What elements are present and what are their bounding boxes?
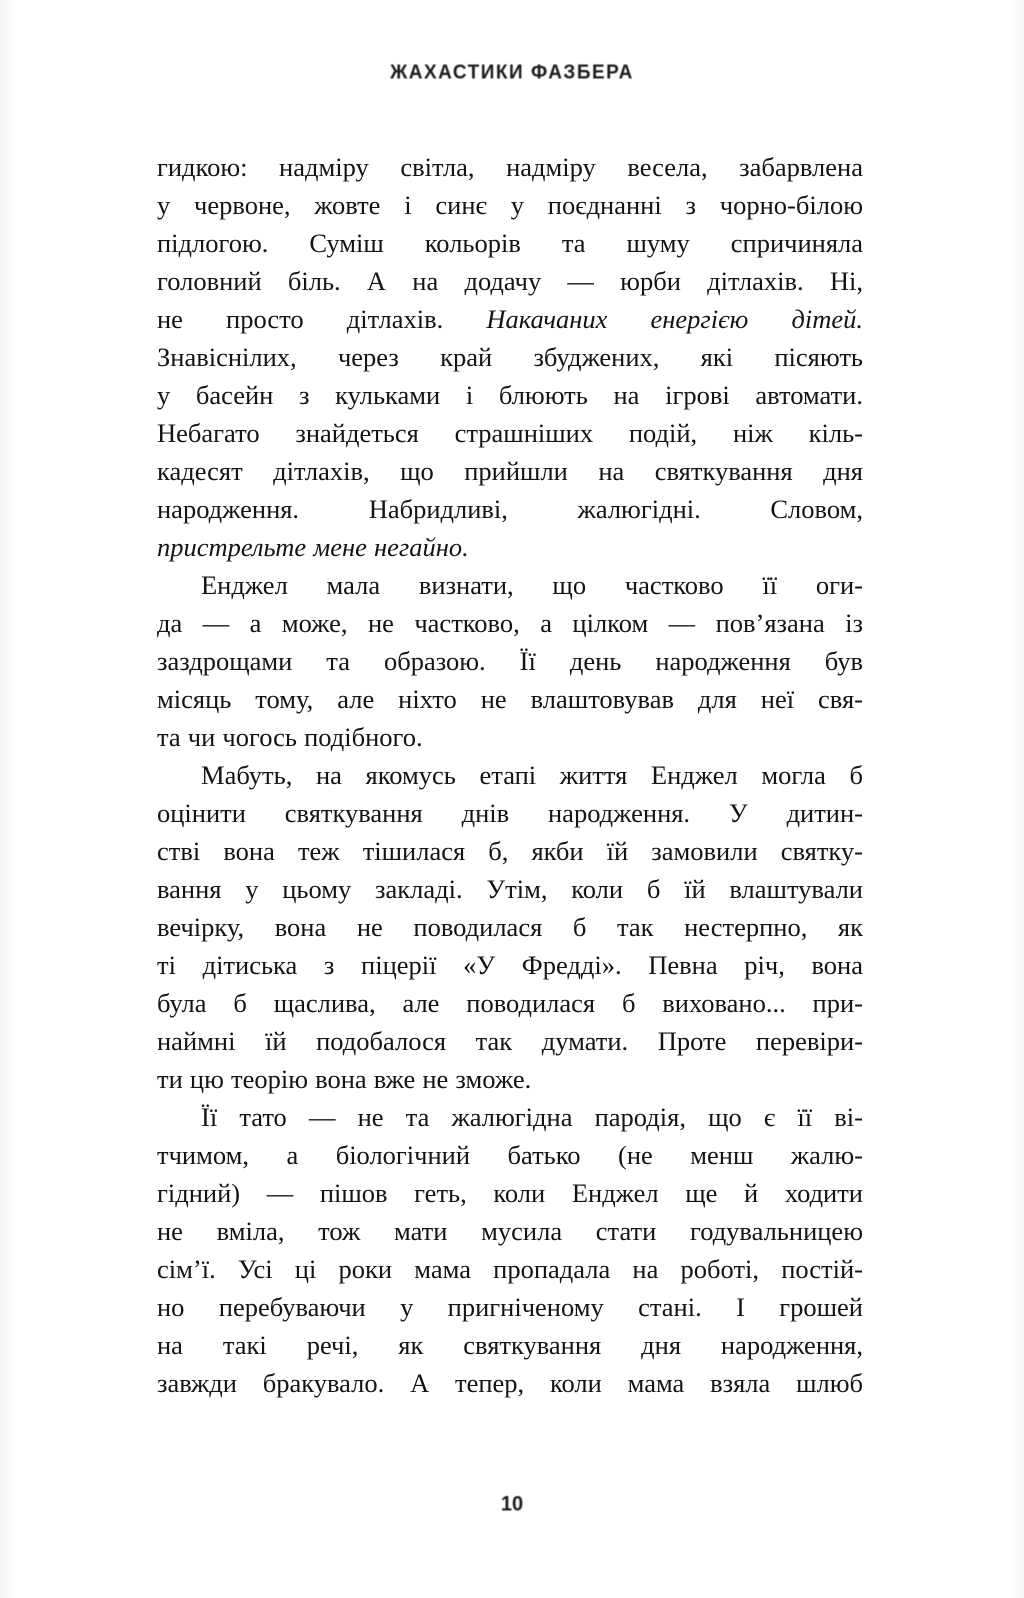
text-line <box>157 262 863 300</box>
text-line <box>157 376 863 414</box>
text-line <box>157 908 863 946</box>
text-line <box>157 1212 863 1250</box>
text-line <box>157 1174 863 1212</box>
text-segment: но перебуваючи у пригніченому стані. І грошей <box>157 1292 863 1322</box>
text-segment: гідний) — пішов геть, коли Енджел ще й ходити <box>157 1178 863 1208</box>
text-line <box>157 1326 863 1364</box>
italic-text-segment: Накачаних енергією дітей. <box>486 304 863 334</box>
text-line <box>157 680 863 718</box>
italic-text-segment: пристрельте мене негайно. <box>157 532 469 562</box>
text-segment: та чи чогось подібного. <box>157 722 423 752</box>
text-segment: завжди бракувало. А тепер, коли мама взяла шлюб <box>157 1368 863 1398</box>
text-line <box>157 1098 863 1136</box>
text-line <box>157 756 863 794</box>
text-segment: ти цю теорію вона вже не зможе. <box>157 1064 532 1094</box>
text-line <box>157 794 863 832</box>
text-segment: стві вона теж тішилася б, якби їй замовили святку- <box>157 836 863 866</box>
text-line <box>157 718 863 756</box>
text-segment: була б щаслива, але поводилася б виховано... при- <box>157 988 863 1018</box>
text-line <box>157 1136 863 1174</box>
text-line <box>157 414 863 452</box>
text-line <box>157 452 863 490</box>
text-segment: підлогою. Суміш кольорів та шуму спричиняла <box>157 228 863 258</box>
text-line <box>157 490 863 528</box>
text-line <box>157 642 863 680</box>
text-segment: сім’ї. Усі ці роки мама пропадала на роботі, постій- <box>157 1254 863 1284</box>
text-segment: у басейн з кульками і блюють на ігрові автомати. <box>157 380 863 410</box>
text-segment: Енджел мала визнати, що частково її оги- <box>201 570 863 600</box>
text-segment: Знавіснілих, через край збуджених, які пісяють <box>157 342 863 372</box>
text-line <box>157 1060 863 1098</box>
text-line <box>157 300 863 338</box>
text-segment: гидкою: надміру світла, надміру весела, забарвлена <box>157 152 863 182</box>
text-line <box>157 1250 863 1288</box>
running-head: ЖАХАСТИКИ ФАЗБЕРА <box>390 61 634 84</box>
text-segment: на такі речі, як святкування дня народження, <box>157 1330 863 1360</box>
text-segment: Мабуть, на якомусь етапі життя Енджел могла б <box>201 760 863 790</box>
text-segment: кадесят дітлахів, що прийшли на святкування дня <box>157 456 863 486</box>
text-line <box>157 224 863 262</box>
text-segment: ті дітиська з піцерії «У Фредді». Певна річ, вона <box>157 950 863 980</box>
text-segment: не просто дітлахів. <box>157 304 487 334</box>
text-segment: Небагато знайдеться страшніших подій, ніж кіль- <box>157 418 863 448</box>
text-segment: у червоне, жовте і синє у поєднанні з чорно-білою <box>157 190 863 220</box>
text-segment: не вміла, тож мати мусила стати годувальницею <box>157 1216 863 1246</box>
text-segment: тчимом, а біологічний батько (не менш жалю- <box>157 1140 863 1170</box>
text-line <box>157 832 863 870</box>
body-text <box>157 148 863 1402</box>
text-segment: наймні їй подобалося так думати. Проте перевіри- <box>157 1026 863 1056</box>
text-segment: заздрощами та образою. Її день народження був <box>157 646 863 676</box>
text-line <box>157 946 863 984</box>
text-segment: да — а може, не частково, а цілком — пов’язана із <box>157 608 863 638</box>
text-segment: головний біль. А на додачу — юрби дітлахів. Ні, <box>157 266 863 296</box>
text-segment: оцінити святкування днів народження. У дитин- <box>157 798 863 828</box>
text-line <box>157 1288 863 1326</box>
text-line <box>157 1364 863 1402</box>
text-line <box>157 604 863 642</box>
text-segment: вечірку, вона не поводилася б так нестерпно, як <box>157 912 863 942</box>
text-segment: місяць тому, але ніхто не влаштовував для неї свя- <box>157 684 863 714</box>
text-line <box>157 870 863 908</box>
text-line <box>157 566 863 604</box>
text-segment: Її тато — не та жалюгідна пародія, що є її ві- <box>201 1102 863 1132</box>
text-line <box>157 186 863 224</box>
text-line <box>157 148 863 186</box>
text-segment: народження. Набридливі, жалюгідні. Словом, <box>157 494 863 524</box>
page-number: 10 <box>500 1492 524 1516</box>
text-line <box>157 1022 863 1060</box>
text-line <box>157 528 863 566</box>
text-line <box>157 984 863 1022</box>
text-line <box>157 338 863 376</box>
text-segment: вання у цьому закладі. Утім, коли б їй влаштували <box>157 874 863 904</box>
